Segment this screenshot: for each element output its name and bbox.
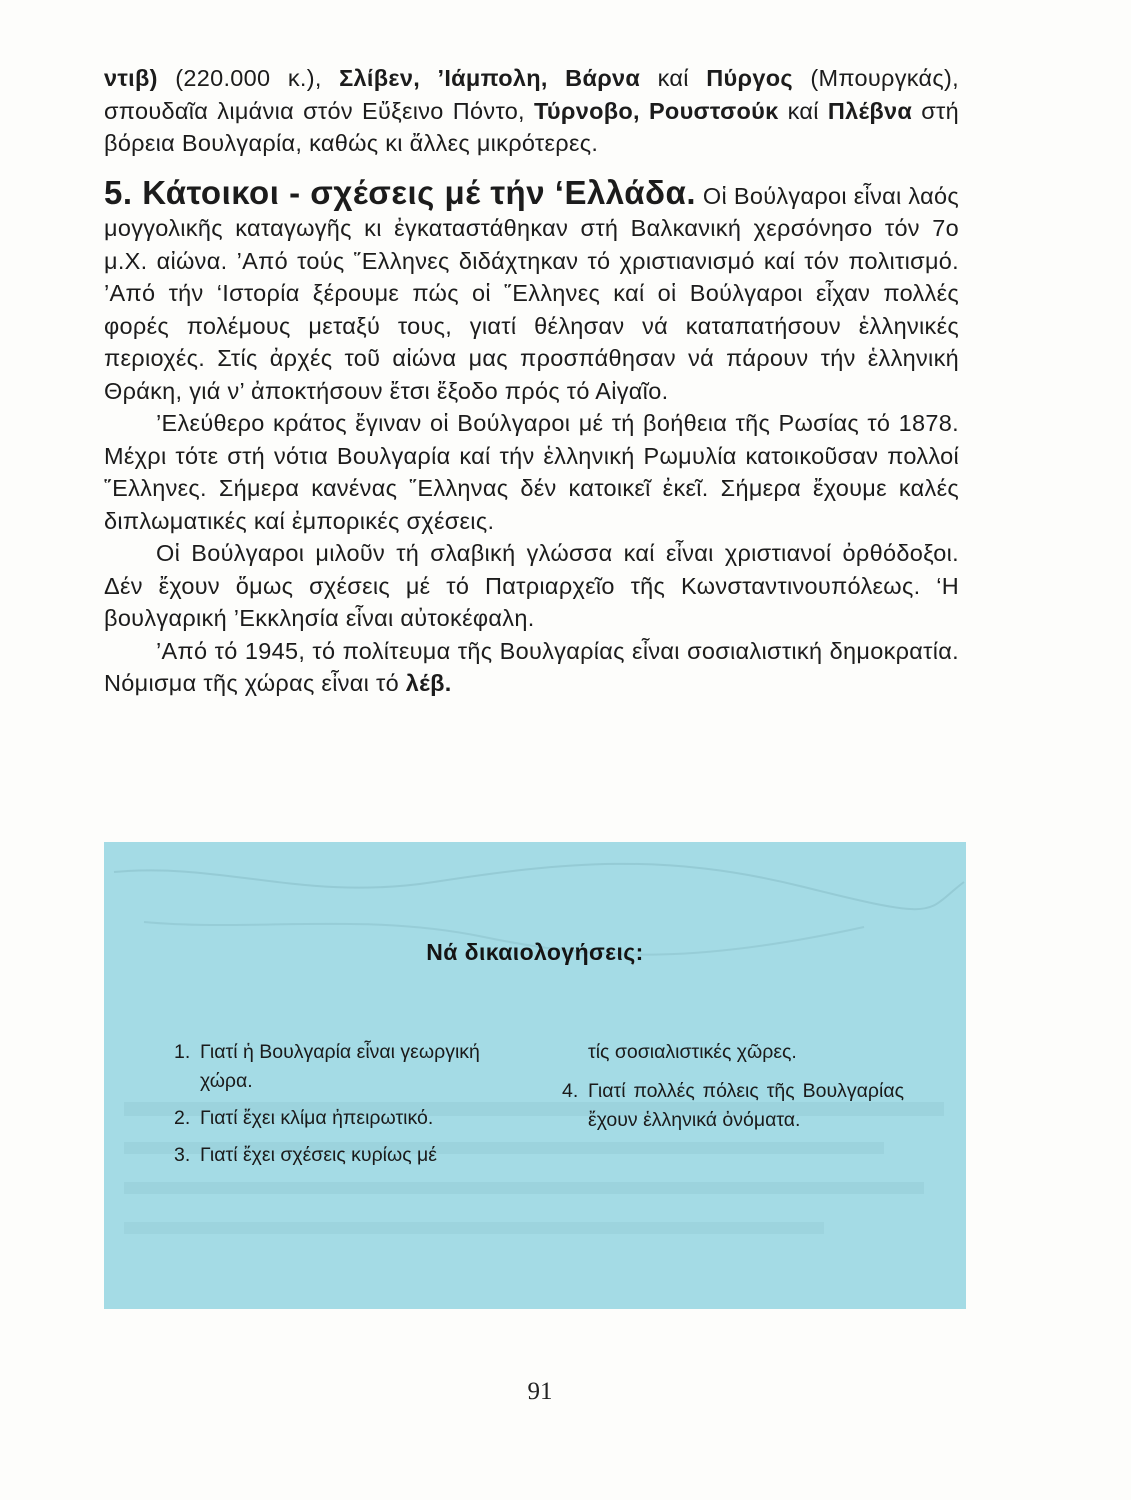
section-heading: 5. Κάτοικοι - σχέσεις μέ τήν ‘Ελλάδα. <box>104 173 697 211</box>
text-run: Πύργος <box>706 65 793 91</box>
question-text: Γιατί πολλές πόλεις τῆς Βουλγαρίας ἔχουν ἑλληνικά ὀνόματα. <box>588 1080 904 1131</box>
text-run: (Μπουργκάς), σπουδαῖα λιμάνια στόν Εὔξεινο Πόντο, <box>104 65 959 124</box>
text-run: καί <box>640 65 707 91</box>
question-text: Γιατί ἔχει κλίμα ἠπειρωτικό. <box>200 1107 434 1129</box>
intro-paragraph <box>104 62 959 160</box>
paragraph-religion: Οἱ Βούλγαροι μιλοῦν τή σλαβική γλώσσα καί εἶναι χριστιανοί ὀρθόδοξοι. Δέν ἔχουν ὅμως σχέσεις μέ τό Πατριαρχεῖο τῆς Κωνσταντινουπόλεως. ‘Η βουλγαρική ’Εκκλησία εἶναι αὐτοκέφαλη. <box>104 540 959 631</box>
question-number: 4. <box>562 1080 579 1102</box>
text-run: Τύρνοβο, Ρουστσούκ <box>533 97 779 124</box>
faint-map-line <box>114 864 964 909</box>
faint-text-band <box>124 1222 824 1234</box>
question-text: Γιατί ἡ Βουλγαρία εἶναι γεωργική χώρα. <box>200 1041 480 1092</box>
section-lead-text: Οἱ Βούλγαροι εἶναι λαός μογγολικῆς καταγωγῆς κι ἐγκαταστάθηκαν στή Βαλκανική χερσόνησο τόν 7ο μ.Χ. αἰώνα. ’Από τούς ῞Ελληνες διδάχτηκαν τό χριστιανισμό καί τόν πολιτισμό. ’Από τήν ‘Ιστορία ξέρουμε πώς οἱ ῞Ελληνες καί οἱ Βούλγαροι εἶχαν πολλές φορές πολέμους μεταξύ τους, γιατί θέλησαν νά καταπατήσουν ἑλληνικές περιοχές. Στίς ἀρχές τοῦ αἰώνα μας προσπάθησαν νά πάρουν τήν ἑλληνική Θράκη, γιά ν’ ἀποκτήσουν ἔτσι ἔξοδο πρός τό Αἰγαῖο. <box>104 182 959 404</box>
questions-right-column <box>562 1038 904 1143</box>
question-item <box>174 1038 514 1096</box>
exercise-title: Νά δικαιολογήσεις: <box>426 939 644 965</box>
government-text: ’Από τό 1945, τό πολίτευμα τῆς Βουλγαρίας εἶναι σοσιαλιστική δημοκρατία. Νόμισμα τῆς χώρας εἶναι τό <box>104 637 959 696</box>
question-continuation: τίς σοσιαλιστικές χῶρες. <box>588 1041 797 1063</box>
body-text <box>104 62 959 700</box>
text-run: καί <box>778 97 828 124</box>
text-run: (220.000 κ.), <box>157 65 340 91</box>
questions-left-column <box>174 1038 514 1178</box>
text-run: Σλίβεν, ’Ιάμπολη, Βάρνα <box>339 65 641 91</box>
question-number: 2. <box>174 1107 191 1129</box>
question-item <box>174 1141 514 1170</box>
faint-text-band <box>124 1182 924 1194</box>
question-number: 1. <box>174 1041 191 1063</box>
text-run: Πλέβνα <box>827 97 913 124</box>
text-run: ντιβ) <box>104 65 158 91</box>
page-number: 91 <box>527 1378 553 1405</box>
question-text: Γιατί ἔχει σχέσεις κυρίως μέ <box>200 1144 437 1166</box>
currency-name: λέβ. <box>405 670 452 696</box>
paragraph-government <box>104 635 959 700</box>
paragraph-independence: ’Ελεύθερο κράτος ἔγιναν οἱ Βούλγαροι μέ τή βοήθεια τῆς Ρωσίας τό 1878. Μέχρι τότε στή νότια Βουλγαρία καί τήν ἑλληνική Ρωμυλία κατοικοῦσαν πολλοί ῞Ελληνες. Σήμερα κανένας ῞Ελληνας δέν κατοικεῖ ἐκεῖ. Σήμερα ἔχουμε καλές διπλωματικές καί ἐμπορικές σχέσεις. <box>104 410 959 534</box>
question-item <box>174 1104 514 1133</box>
section-5-paragraph <box>104 173 959 408</box>
question-number: 3. <box>174 1144 191 1166</box>
exercise-box <box>104 842 966 1309</box>
question-item <box>562 1077 904 1135</box>
text-run: στή βόρεια Βουλγαρία, καθώς κι ἄλλες μικρότερες. <box>104 97 959 156</box>
